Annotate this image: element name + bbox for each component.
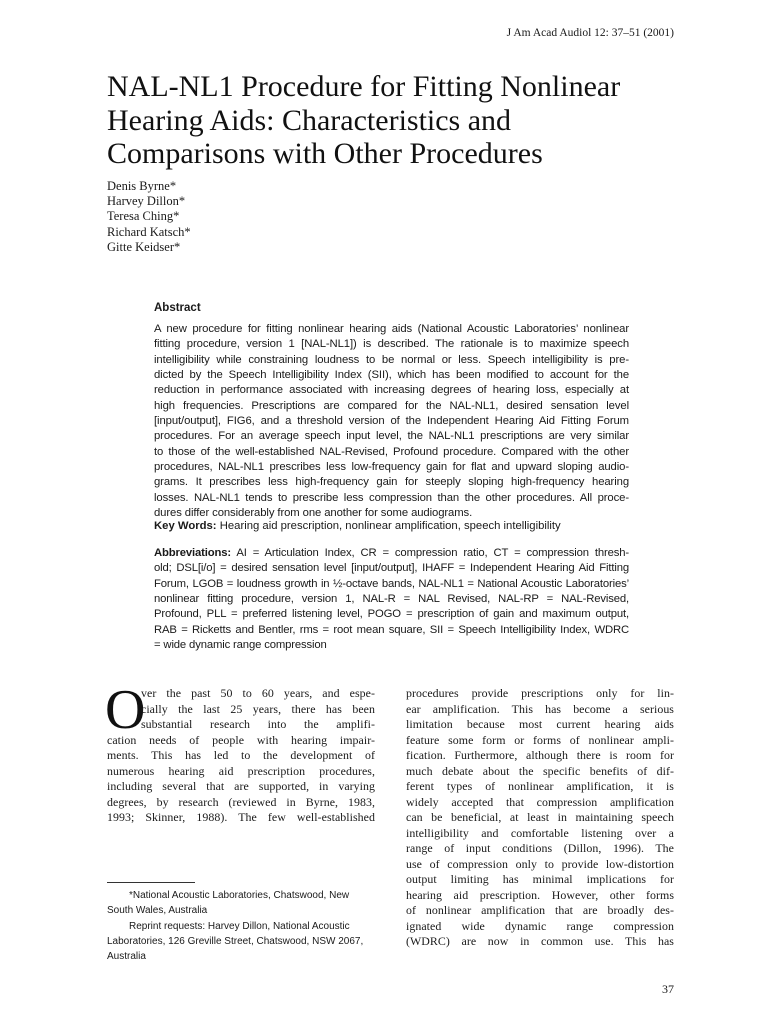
- abbreviations-line: RAB = Ricketts and Bentler, rms = root mean square, SII = Speech Intelligibility Index, WDRC: [154, 623, 629, 636]
- author: Teresa Ching*: [107, 209, 180, 224]
- abstract-line: reduction in performance associated with increasing degrees of hearing loss, especially at: [154, 384, 629, 397]
- article-title: [107, 70, 707, 171]
- body-line: cation needs of people with hearing impair-: [107, 732, 375, 747]
- key-words-text: Hearing aid prescription, nonlinear amplification, speech intelligibility: [216, 520, 561, 532]
- body-line: of nonlinear amplification that are broadly des-: [406, 903, 674, 917]
- key-words: [154, 520, 634, 532]
- author-list: [107, 179, 191, 255]
- abstract-line: grams. It prescribes less high-frequency gain for steeply sloping high-frequency hearing: [154, 476, 629, 489]
- body-line: degrees, by research (reviewed in Byrne, 1983,: [107, 794, 375, 809]
- abstract-text: [154, 322, 629, 521]
- author: Harvey Dillon*: [107, 194, 186, 209]
- author: Denis Byrne*: [107, 179, 177, 193]
- body-line: fication. Furthermore, although there is room for: [406, 748, 674, 762]
- abstract-line: high frequencies. Prescriptions are compared for the NAL-NL1, desired sensation level: [154, 399, 629, 412]
- body-line: intelligibility and comfortable listening over a: [406, 825, 674, 840]
- title-line: NAL-NL1 Procedure for Fitting Nonlinear: [107, 70, 621, 103]
- abstract-line: procedures, NAL-NL1 prescribes less low-frequency gain for flat and upward sloping audio-: [154, 461, 629, 474]
- title-line: Comparisons with Other Procedures: [107, 137, 543, 170]
- abstract-line: A new procedure for fitting nonlinear hearing aids (National Acoustic Laboratories’ nonlinear: [154, 323, 629, 335]
- journal-citation: J Am Acad Audiol 12: 37–51 (2001): [506, 27, 674, 39]
- body-column-left: [105, 679, 375, 826]
- body-line: including several that are supported, in varying: [107, 779, 375, 793]
- abbreviations-line: nonlinear fitting procedure, version 1, NAL-R = NAL Revised, NAL-RP = NAL-Revised,: [154, 593, 629, 606]
- body-line: procedures provide prescriptions only for lin-: [406, 686, 674, 700]
- abbreviations: [154, 546, 629, 653]
- body-line: feature some form or forms of nonlinear ampli-: [406, 732, 674, 747]
- body-line: widely accepted that compression amplification: [406, 794, 674, 809]
- page-number: 37: [662, 982, 674, 996]
- drop-cap: O: [105, 679, 146, 741]
- body-line: substantial research into the amplifi-: [141, 717, 375, 731]
- author: Gitte Keidser*: [107, 239, 181, 254]
- abstract-line: losses. NAL-NL1 tends to prescribe less compression than the other procedures. All proce-: [154, 491, 629, 504]
- body-line: ver the past 50 to 60 years, and espe-: [141, 686, 375, 700]
- footnote-line: *National Acoustic Laboratories, Chatswood, New: [129, 890, 350, 901]
- key-words-label: Key Words:: [154, 520, 217, 532]
- body-column-right: [406, 686, 674, 950]
- body-line: limitation because most current hearing aids: [406, 717, 674, 731]
- abstract-line: fitting procedure, version 1 [NAL-NL1]) is described. The rationale is to maximize speech: [154, 338, 629, 351]
- body-line: use of compression only to provide low-distortion: [406, 856, 674, 871]
- body-line: cially the last 25 years, there has been: [141, 701, 375, 716]
- footnotes: [107, 888, 375, 964]
- abstract-line: dicted by the Speech Intelligibility Index (SII), which has been modified to account for the: [154, 369, 629, 382]
- abbreviations-line: [154, 546, 629, 561]
- footnote-line: Reprint requests: Harvey Dillon, National Acoustic: [129, 920, 350, 932]
- footnote-divider: [107, 882, 195, 883]
- abbreviations-label: Abbreviations:: [154, 547, 231, 559]
- body-line: ments. This has led to the development of: [107, 748, 375, 762]
- author: Richard Katsch*: [107, 224, 191, 239]
- body-line: 1993; Skinner, 1988). The few well-established: [107, 810, 375, 824]
- body-line: range of input conditions (Dillon, 1996). The: [406, 841, 674, 855]
- body-line: numerous hearing aid prescription procedures,: [107, 763, 375, 778]
- body-line: (WDRC) are now in common use. This has: [406, 934, 674, 948]
- abbreviations-line: Forum, LGOB = loudness growth in ½-octave bands, NAL-NL1 = National Acoustic Laboratories’: [154, 577, 629, 590]
- abstract-line: [input/output], FIG6, and a threshold version of the Independent Hearing Aid Fitting Forum: [154, 415, 629, 428]
- body-line: ferent types of nonlinear amplification, it is: [406, 779, 674, 793]
- abstract-line: procedures. For an average speech input level, the NAL-NL1 prescriptions are very similar: [154, 430, 629, 443]
- abbreviations-line: old; DSL[i/o] = desired sensation level [input/output], IHAFF = Independent Hearing Aid Fitting: [154, 562, 629, 575]
- abstract-line: to those of the well-established NAL-Revised, Profound procedure. Compared with the other: [154, 445, 629, 458]
- body-line: ear amplification. This has become a serious: [406, 701, 674, 716]
- footnote-line: Laboratories, 126 Greville Street, Chatswood, NSW 2067,: [107, 935, 364, 947]
- body-line: output limiting has minimal implications for: [406, 872, 674, 886]
- abstract-heading: Abstract: [154, 302, 201, 314]
- body-line: can be beneficial, at least in maintaining speech: [406, 810, 674, 824]
- title-line: Hearing Aids: Characteristics and: [107, 103, 512, 137]
- footnote-line: South Wales, Australia: [107, 905, 208, 917]
- body-line: ignated wide dynamic range compression: [406, 918, 674, 933]
- abstract-line: intelligibility while constraining loudness to be normal or less. Speech intelligibility is pre-: [154, 353, 629, 366]
- footnote-line: Australia: [107, 951, 146, 963]
- abbreviations-line: = wide dynamic range compression: [154, 639, 327, 652]
- abbreviations-line: Profound, PLL = preferred listening level, POGO = prescription of gain and maximum output,: [154, 608, 629, 621]
- abbreviations-first-text: AI = Articulation Index, CR = compression ratio, CT = compression thresh-: [231, 547, 629, 559]
- body-line: much debate about the specific benefits of dif-: [406, 763, 674, 778]
- body-line: hearing aid prescription. However, other forms: [406, 887, 674, 902]
- abstract-line: dures differ considerably from one another for some audiograms.: [154, 507, 473, 520]
